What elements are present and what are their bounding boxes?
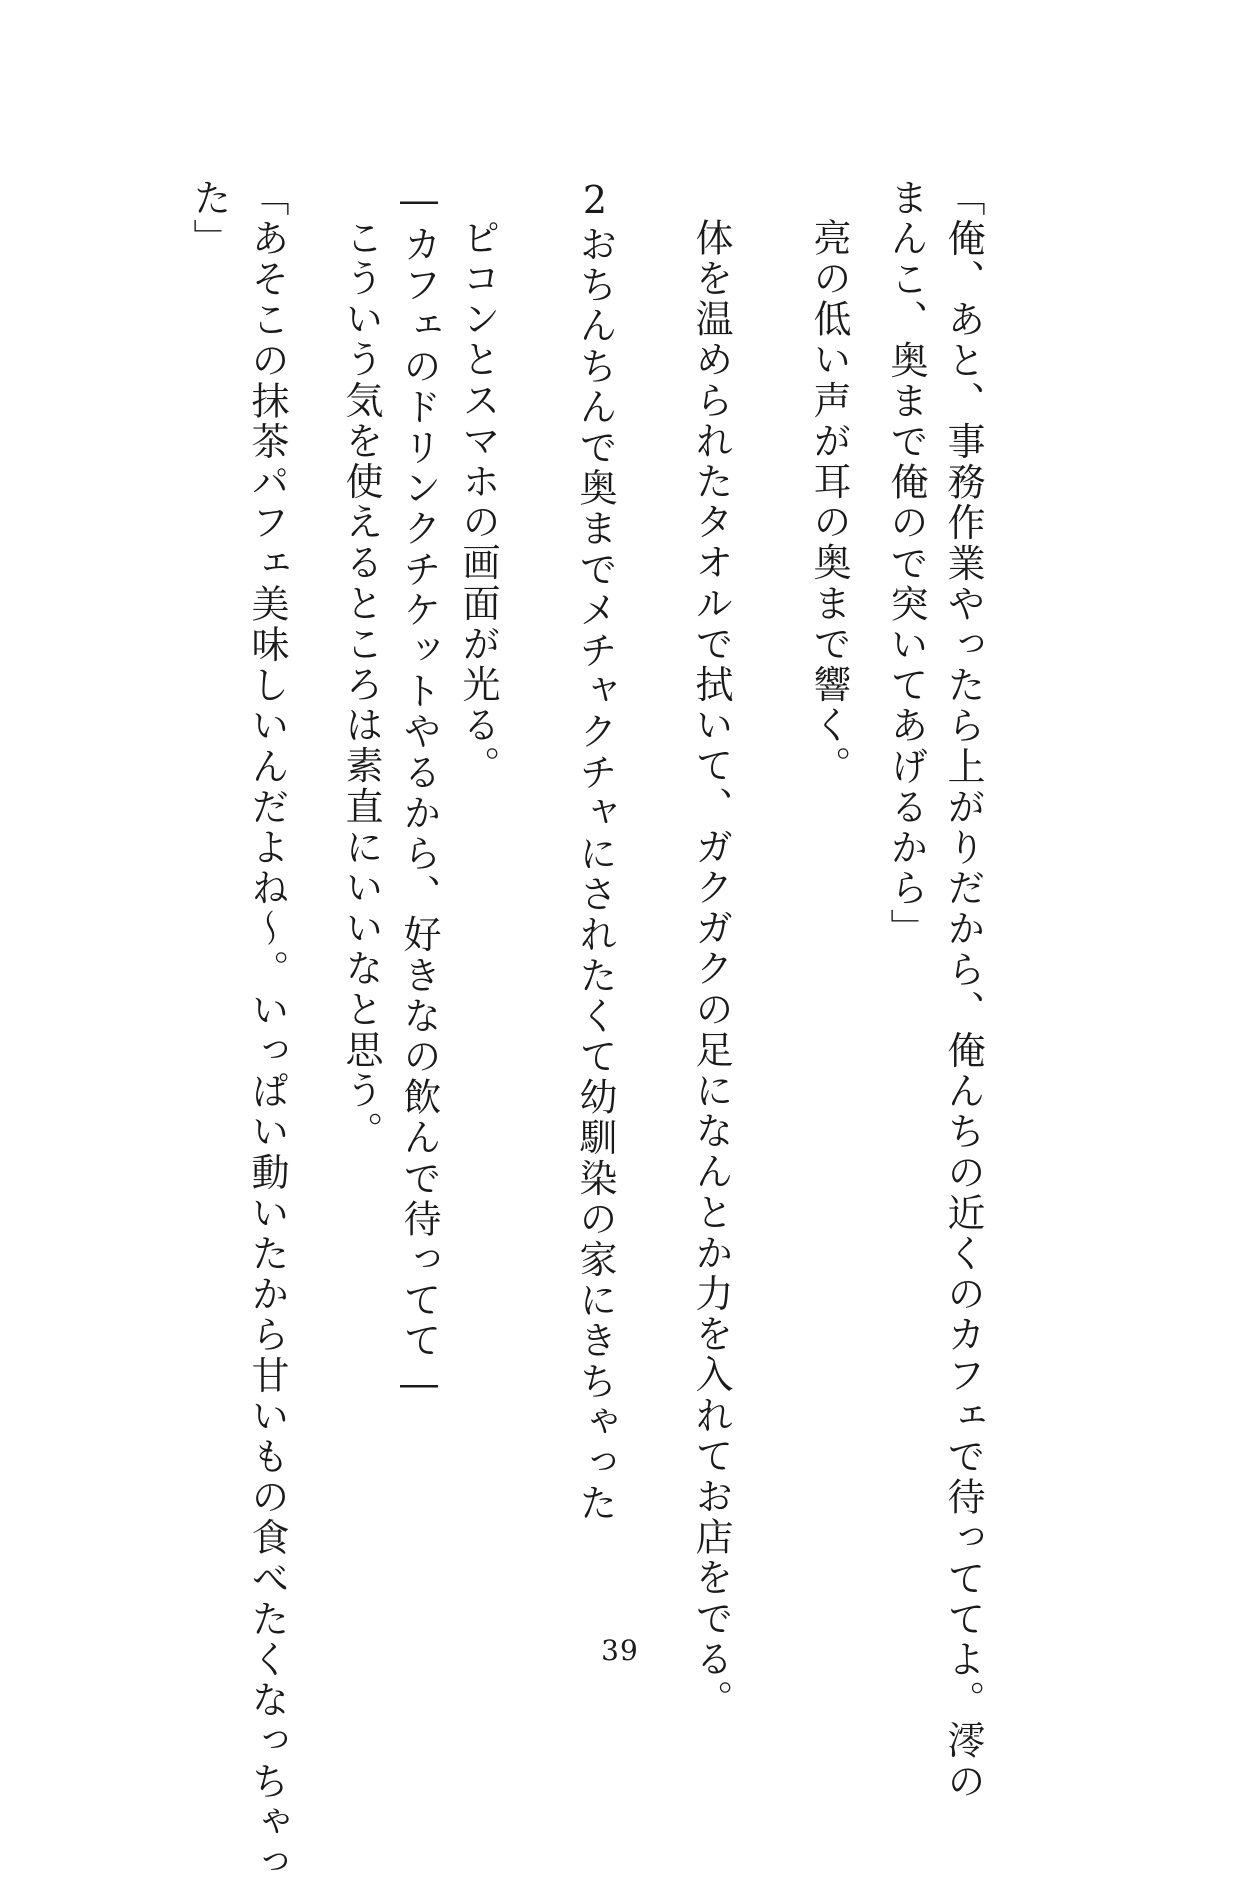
text-line-10: た」 bbox=[187, 178, 231, 260]
text-line-8: こういう気を使えるところは素直にいいなと思う。 bbox=[339, 218, 383, 1152]
text-line-4: 体を温められたタオルで拭いて、ガクガクの足になんとか力を入れてお店をでる。 bbox=[689, 218, 733, 1721]
text-line-2: まんこ、奥まで俺ので突いてあげるから」 bbox=[884, 178, 928, 950]
text-line-1: 「俺、あと、事務作業やったら上がりだから、俺んちの近くのカフェで待っててよ。澪の bbox=[941, 178, 985, 1802]
page-number: 39 bbox=[601, 1634, 639, 1667]
chapter-heading: 2おちんちんで奥までメチャクチャにされたくて幼馴染の家にきちゃった bbox=[573, 178, 617, 1524]
text-line-7: ―カフェのドリンクチケットやるから、好きなの飲んで待ってて― bbox=[397, 178, 441, 1408]
text-line-6: ピコンとスマホの画面が光る。 bbox=[456, 218, 500, 787]
text-line-9: 「あそこの抹茶パフェ美味しいんだよね～。いっぱい動いたから甘いもの食べたくなっちゃっ bbox=[245, 178, 289, 1883]
text-line-3: 亮の低い声が耳の奥まで響く。 bbox=[807, 218, 851, 787]
